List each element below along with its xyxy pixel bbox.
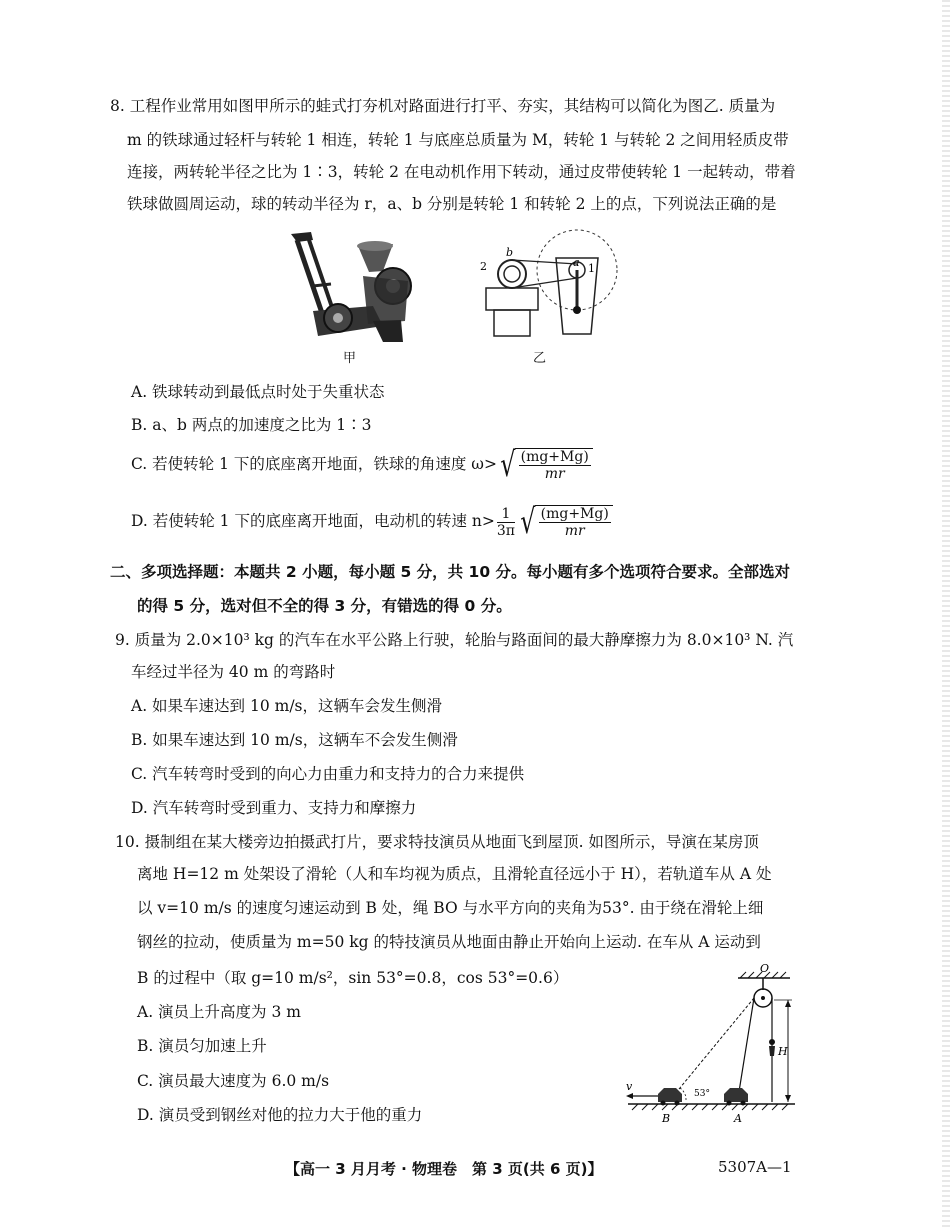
q8-option-c bbox=[131, 445, 593, 485]
q9-line-2: 车经过半径为 40 m 的弯路时 bbox=[131, 663, 336, 681]
simplified-structure-figure bbox=[478, 226, 623, 346]
q9-option-b: B. 如果车速达到 10 m/s，这辆车不会发生侧滑 bbox=[131, 731, 458, 749]
q8-line-1: 8. 工程作业常用如图甲所示的蛙式打夯机对路面进行打平、夯实，其结构可以简化为图乙. 质量为 bbox=[110, 97, 776, 115]
label-A: A bbox=[734, 1112, 742, 1125]
sqrt-expression: √ $\frac{(mg+Mg)}{mr}$ bbox=[517, 505, 613, 539]
q10-option-d: D. 演员受到钢丝对他的拉力大于他的重力 bbox=[137, 1106, 423, 1124]
label-O: O bbox=[760, 962, 770, 975]
figure-jia-caption: 甲 bbox=[343, 351, 357, 366]
footer-title: 【高一 3 月月考 · 物理卷 第 3 页(共 6 页)】 bbox=[285, 1160, 603, 1178]
q8-line-4: 铁球做圆周运动，球的转动半径为 r，a、b 分别是转轮 1 和转轮 2 上的点，下列说法正确的是 bbox=[127, 195, 777, 213]
page-edge-decoration bbox=[942, 0, 950, 1230]
frac-denominator: mr bbox=[564, 523, 585, 539]
q8-line-2: m 的铁球通过轻杆与转轮 1 相连，转轮 1 与底座总质量为 M，转轮 1 与转轮 2 之间用轻质皮带 bbox=[127, 131, 789, 149]
q8-option-c-prefix: C. 若使转轮 1 下的底座离开地面，铁球的角速度 ω> bbox=[131, 455, 497, 473]
label-1: 1 bbox=[588, 262, 595, 275]
label-v: v bbox=[626, 1080, 633, 1093]
section-2-scoring: 的得 5 分，选对但不全的得 3 分，有错选的得 0 分。 bbox=[137, 597, 512, 615]
q8-option-d bbox=[131, 502, 613, 542]
label-2: 2 bbox=[480, 260, 487, 273]
frac-numerator: (mg+Mg) bbox=[520, 449, 589, 465]
tamper-machine-figure bbox=[283, 226, 413, 346]
footer-code: 5307A—1 bbox=[718, 1158, 792, 1176]
q10-option-b: B. 演员匀加速上升 bbox=[137, 1037, 267, 1055]
q10-line-4: 钢丝的拉动，使质量为 m=50 kg 的特技演员从地面由静止开始向上运动. 在车从 A 运动到 bbox=[137, 933, 761, 951]
q10-option-c: C. 演员最大速度为 6.0 m/s bbox=[137, 1072, 330, 1090]
label-H: H bbox=[778, 1045, 788, 1058]
q9-option-d: D. 汽车转弯时受到重力、支持力和摩擦力 bbox=[131, 799, 417, 817]
q10-line-1: 10. 摄制组在某大楼旁边拍摄武打片，要求特技演员从地面飞到屋顶. 如图所示，导演在某房顶 bbox=[115, 833, 759, 851]
q8-option-d-prefix: D. 若使转轮 1 下的底座离开地面，电动机的转速 n> bbox=[131, 512, 495, 530]
q10-option-a: A. 演员上升高度为 3 m bbox=[137, 1003, 301, 1021]
q9-line-1: 9. 质量为 2.0×10³ kg 的汽车在水平公路上行驶，轮胎与路面间的最大静摩擦力为 8.0×10³ N. 汽 bbox=[115, 631, 794, 649]
coef-fraction: $\frac{1}{3\pi}$ bbox=[496, 505, 515, 539]
sqrt-expression: √ $\frac{(mg+Mg)}{mr}$ bbox=[497, 448, 593, 482]
figure-yi-caption: 乙 bbox=[533, 351, 547, 366]
q10-line-5: B 的过程中（取 g=10 m/s²，sin 53°=0.8，cos 53°=0.6） bbox=[137, 969, 569, 987]
label-b: b bbox=[506, 246, 514, 259]
frac-numerator: (mg+Mg) bbox=[540, 506, 609, 522]
q8-option-a: A. 铁球转动到最低点时处于失重状态 bbox=[131, 383, 385, 401]
label-a: a bbox=[573, 256, 580, 269]
q10-line-3: 以 v=10 m/s 的速度匀速运动到 B 处，绳 BO 与水平方向的夹角为53°. 由于绕在滑轮上细 bbox=[137, 899, 764, 917]
q8-option-b: B. a、b 两点的加速度之比为 1∶3 bbox=[131, 416, 372, 434]
q9-option-a: A. 如果车速达到 10 m/s，这辆车会发生侧滑 bbox=[131, 697, 443, 715]
label-B: B bbox=[662, 1112, 671, 1125]
frac-denominator: mr bbox=[544, 466, 565, 482]
pulley-car-figure bbox=[620, 960, 800, 1130]
q10-line-2: 离地 H=12 m 处架设了滑轮（人和车均视为质点，且滑轮直径远小于 H），若轨道车从 A 处 bbox=[137, 865, 772, 883]
q8-line-3: 连接，两转轮半径之比为 1∶3，转轮 2 在电动机作用下转动，通过皮带使转轮 1 一起转动，带着 bbox=[127, 163, 796, 181]
q9-option-c: C. 汽车转弯时受到的向心力由重力和支持力的合力来提供 bbox=[131, 765, 525, 783]
section-2-heading: 二、多项选择题：本题共 2 小题，每小题 5 分，共 10 分。每小题有多个选项符合要求。全部选对 bbox=[110, 563, 791, 581]
label-angle: 53° bbox=[694, 1089, 710, 1099]
